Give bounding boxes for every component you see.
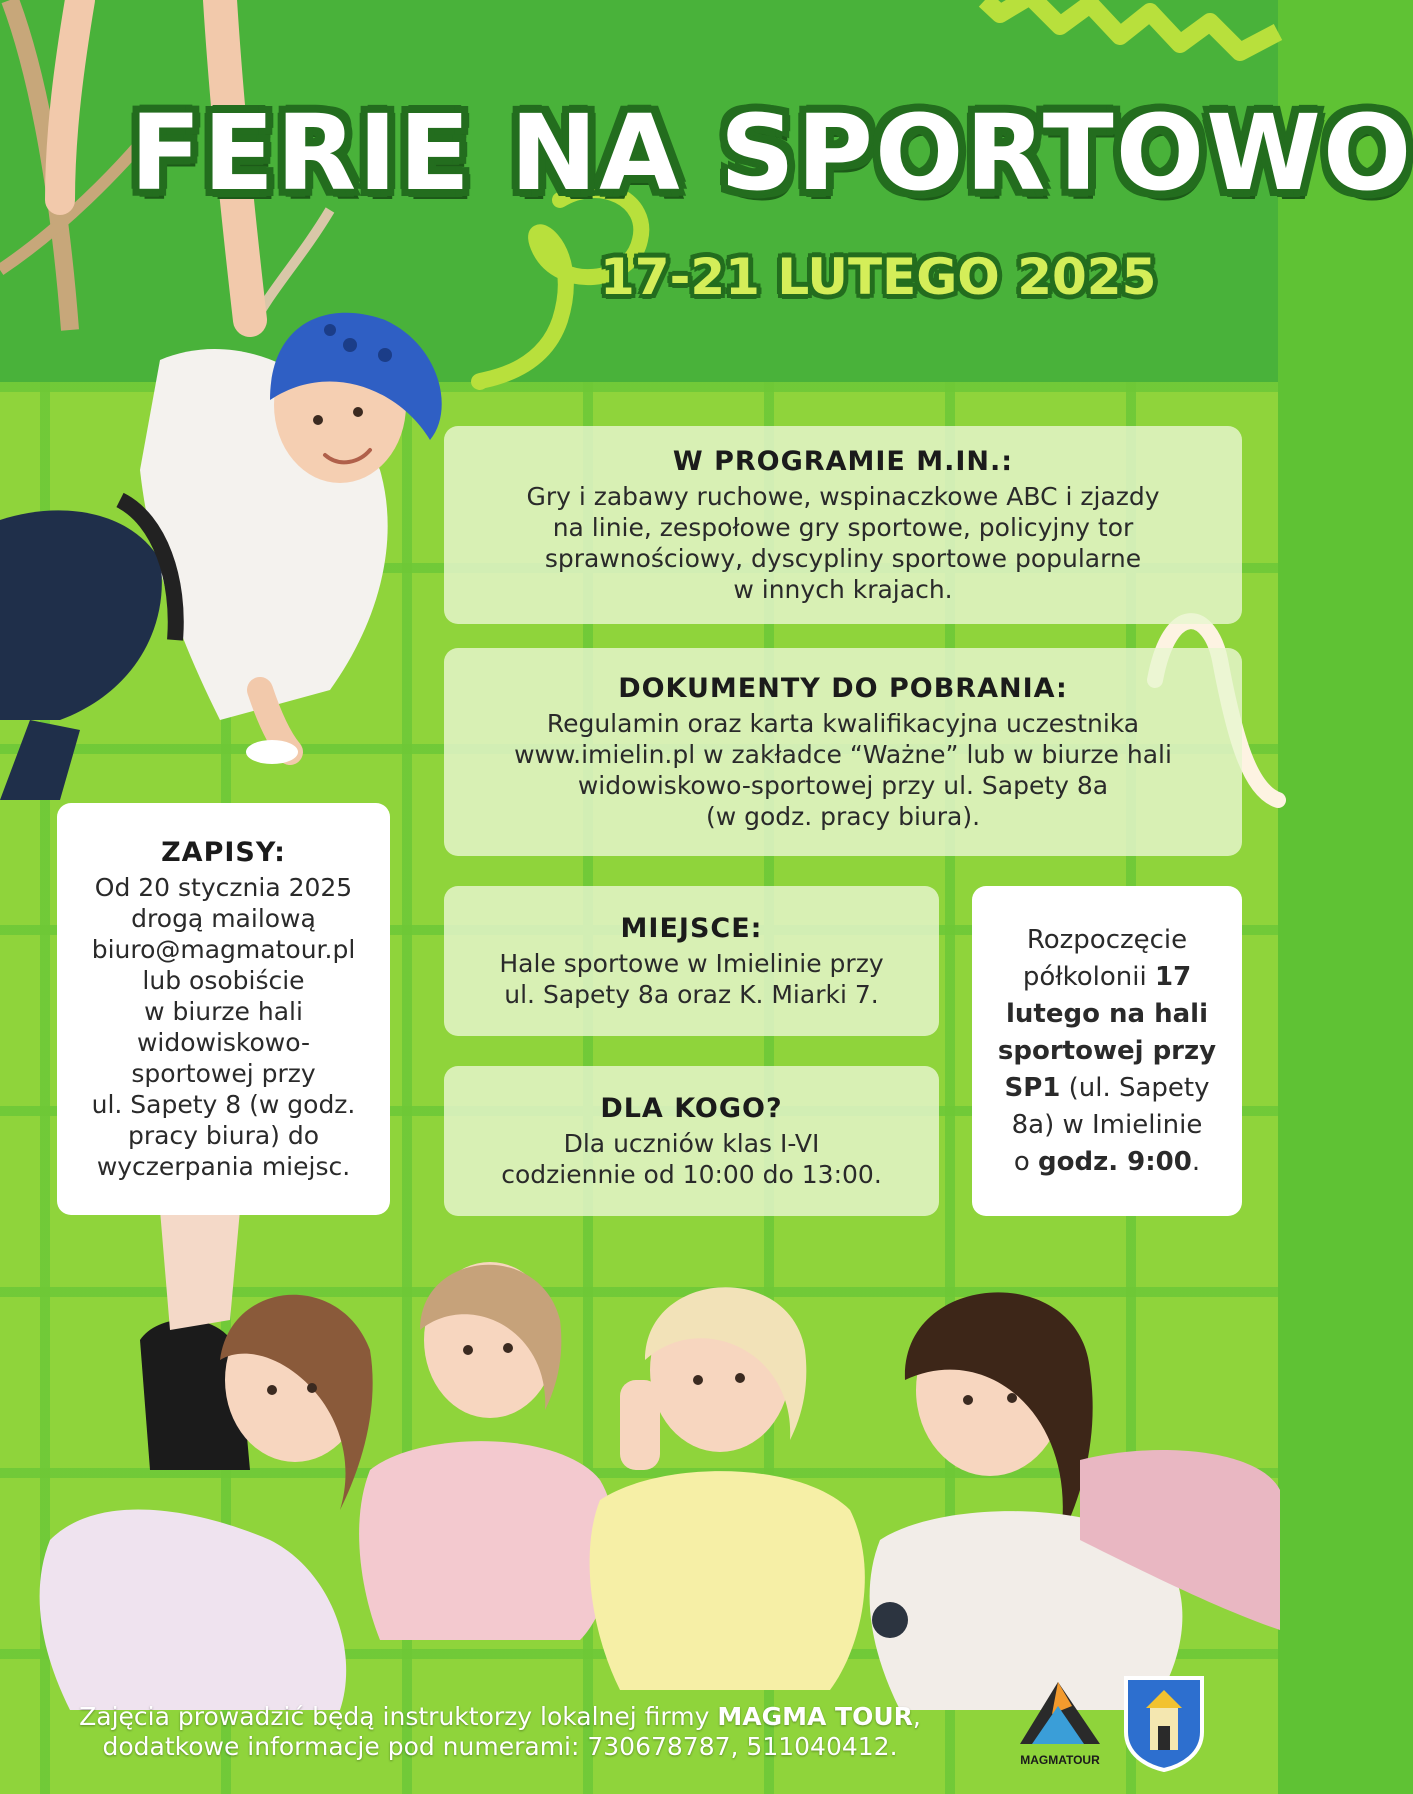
place-text <box>499 948 883 1010</box>
start-time-bold: godz. 9:00 <box>1038 1146 1192 1177</box>
footer-info <box>30 1702 970 1762</box>
start-text-bold: lutego na hali <box>1005 998 1208 1029</box>
audience-box <box>444 1066 939 1216</box>
signup-heading: ZAPISY: <box>161 836 286 868</box>
footer-line <box>30 1702 970 1732</box>
kids-illustration <box>40 1210 1280 1730</box>
documents-line: widowiskowo-sportowej przy ul. Sapety 8a <box>577 770 1109 800</box>
start-text-part: półkolonii <box>1022 961 1155 992</box>
town-crest-icon <box>1122 1672 1206 1772</box>
signup-line: widowiskowo- <box>136 1027 311 1057</box>
signup-line: ul. Sapety 8 (w godz. <box>91 1089 356 1119</box>
kids-group-photo <box>40 1210 1280 1730</box>
program-line: Gry i zabawy ruchowe, wspinaczkowe ABC i zjazdy <box>526 481 1160 511</box>
program-heading: W PROGRAMIE M.IN.: <box>672 445 1014 477</box>
start-text-part: (ul. Sapety <box>1060 1072 1210 1103</box>
signup-line: drogą mailową <box>131 903 316 933</box>
program-box <box>444 426 1242 624</box>
town-crest-logo <box>1122 1672 1206 1772</box>
start-line: Rozpoczęcie <box>1026 924 1188 955</box>
signup-line: w biurze hali <box>144 996 303 1026</box>
signup-line: Od 20 stycznia 2025 <box>94 872 353 902</box>
magmatour-logo-text: MAGMATOUR <box>1020 1753 1100 1767</box>
audience-line: Dla uczniów klas I-VI <box>563 1128 820 1158</box>
footer-text: , <box>912 1702 921 1731</box>
start-text-part: o <box>1013 1146 1039 1177</box>
poster-dates: 17-21 LUTEGO 2025 <box>600 248 1157 306</box>
audience-line: codziennie od 10:00 do 13:00. <box>501 1159 882 1189</box>
magmatour-logo <box>1012 1670 1108 1770</box>
audience-text <box>501 1128 882 1190</box>
program-text <box>526 481 1159 605</box>
start-info-box <box>972 886 1242 1216</box>
signup-text <box>92 872 356 1182</box>
signup-email: biuro@magmatour.pl <box>91 934 356 964</box>
footer-company-bold: MAGMA TOUR <box>717 1702 913 1731</box>
documents-line: Regulamin oraz karta kwalifikacyjna uczestnika <box>546 708 1140 738</box>
documents-line: www.imielin.pl w zakładce “Ważne” lub w biurze hali <box>514 739 1172 769</box>
start-line-bold <box>998 1033 1216 1070</box>
place-heading: MIEJSCE: <box>620 912 763 944</box>
audience-heading: DLA KOGO? <box>600 1092 783 1124</box>
signup-line: sportowej przy <box>131 1058 316 1088</box>
place-line: Hale sportowe w Imielinie przy <box>499 948 884 978</box>
documents-line: (w godz. pracy biura). <box>705 801 981 831</box>
start-line: 8a) w Imielinie <box>1011 1109 1203 1140</box>
start-date-bold: 17 <box>1154 961 1192 992</box>
start-school-bold: SP1 <box>1004 1072 1061 1103</box>
start-line <box>998 1144 1216 1181</box>
program-line: na linie, zespołowe gry sportowe, policyjny tor <box>552 512 1134 542</box>
program-line: w innych krajach. <box>733 574 953 604</box>
start-line <box>998 1070 1216 1107</box>
start-line-bold <box>998 996 1216 1033</box>
documents-box <box>444 648 1242 856</box>
signup-line: wyczerpania miejsc. <box>96 1151 351 1181</box>
footer-text: Zajęcia prowadzić będą instruktorzy lokalnej firmy <box>79 1702 718 1731</box>
start-line <box>998 959 1216 996</box>
start-text-part: . <box>1191 1146 1201 1177</box>
signup-line: pracy biura) do <box>127 1120 320 1150</box>
start-text <box>998 922 1216 1181</box>
poster-title: FERIE NA SPORTOWO <box>130 92 1413 214</box>
mountain-logo-icon <box>1012 1670 1108 1770</box>
signup-box <box>57 803 390 1215</box>
signup-line: lub osobiście <box>142 965 305 995</box>
footer-line: dodatkowe informacje pod numerami: 730678787, 511040412. <box>102 1732 898 1761</box>
place-box <box>444 886 939 1036</box>
documents-text <box>514 708 1172 832</box>
documents-heading: DOKUMENTY DO POBRANIA: <box>618 672 1068 704</box>
place-line: ul. Sapety 8a oraz K. Miarki 7. <box>504 979 879 1009</box>
program-line: sprawnościowy, dyscypliny sportowe popularne <box>544 543 1142 573</box>
start-text-bold: sportowej przy <box>997 1035 1217 1066</box>
